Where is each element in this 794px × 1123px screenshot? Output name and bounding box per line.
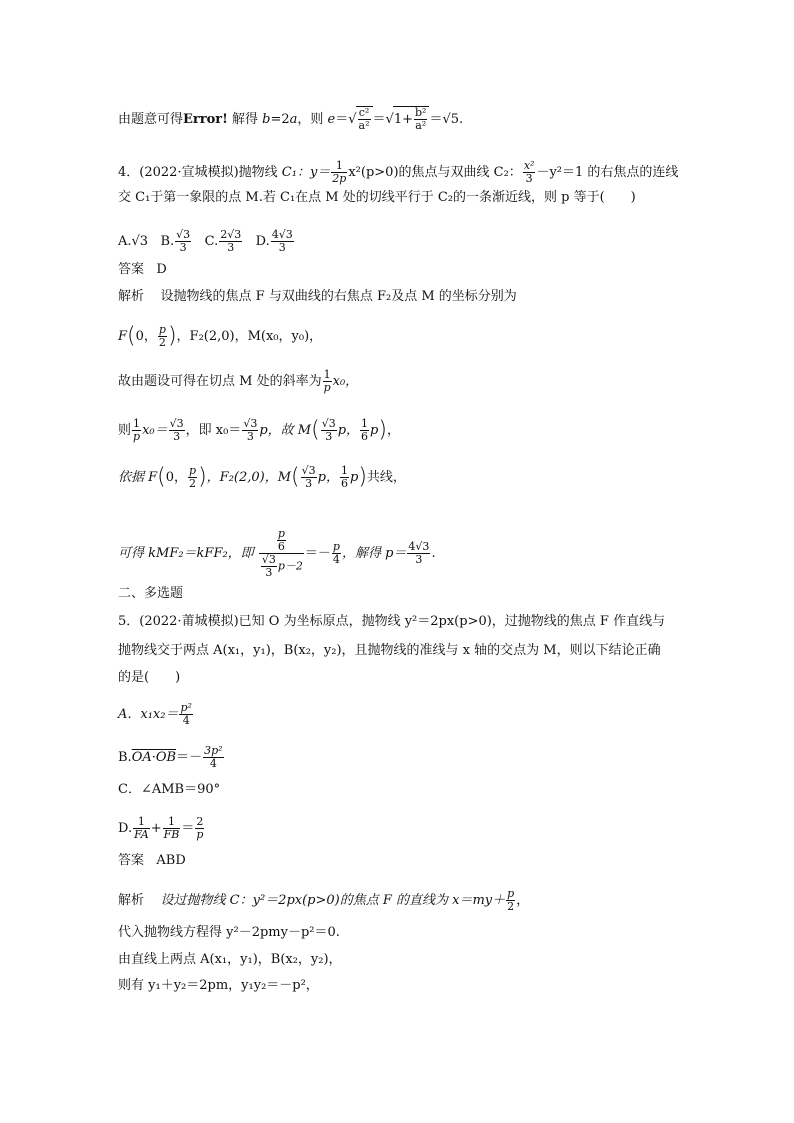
numerator: 1: [133, 417, 141, 430]
text: 由题意可得: [118, 112, 184, 127]
text: ＝－: [176, 750, 203, 765]
text: e: [327, 112, 336, 127]
denominator: 2: [189, 477, 197, 490]
question-5-answer: [118, 853, 186, 869]
text: p: [349, 470, 359, 485]
fraction: [261, 554, 277, 579]
text: 依据 F: [118, 470, 158, 485]
numerator: √3: [169, 417, 184, 430]
denominator: 3: [305, 477, 313, 490]
numerator: 3p²: [204, 744, 223, 757]
denominator: [259, 554, 304, 579]
numerator: 2√3: [220, 228, 242, 241]
text: C₁：y＝: [281, 165, 331, 180]
fraction: [523, 160, 536, 185]
text: ＝: [335, 112, 349, 127]
question-5-analysis-3: 由直线上两点 A(x₁，y₁)，B(x₂，y₂)，: [118, 952, 342, 967]
text: 设过抛物线 C：y²＝2px(p>0)的焦点 F 的直线为 x＝my＋: [160, 893, 506, 908]
option-a: A．x₁x₂＝: [118, 707, 179, 722]
numerator: √3: [261, 553, 276, 566]
fraction: [340, 465, 349, 490]
denominator: 2: [158, 336, 166, 349]
fraction: [133, 816, 150, 841]
numerator: [259, 528, 304, 554]
text: p，: [337, 423, 360, 438]
text: .: [431, 546, 436, 561]
fraction: [358, 107, 371, 132]
answer-label: 答案: [118, 262, 145, 277]
analysis-label: 解析: [118, 893, 145, 908]
text: x₀＝: [142, 423, 168, 438]
text: p－2: [277, 559, 303, 573]
text: 解得: [227, 112, 263, 127]
denominator: 6: [340, 477, 348, 490]
text: 设抛物线的焦点 F 与双曲线的右焦点 F₂及点 M 的坐标分别为: [160, 289, 517, 304]
text: 则: [118, 423, 132, 438]
numerator: x²: [523, 159, 535, 172]
fraction: [301, 465, 317, 490]
numerator: 1: [340, 464, 348, 477]
fraction: [195, 816, 204, 841]
question-4-line-1: [118, 160, 678, 185]
numerator: 4√3: [408, 540, 430, 553]
text: (2022·莆城模拟)已知 O 为坐标原点，抛物线 y²＝2px(p>0)，过抛物线的焦点 F 作直线与: [139, 614, 666, 629]
answer-value: D: [156, 262, 167, 277]
question-4-analysis-5: 依据 F(0， $\frac{p}{2}$ )，F₂(2,0)，M( $\frac{√3}{3}$ p， $\frac{1}{6}$ p)共线，: [118, 464, 406, 490]
denominator: 3: [246, 430, 254, 443]
question-4-line-2: 交 C₁于第一象限的点 M.若 C₁在点 M 处的切线平行于 C₂的一条渐近线，则 p 等于( ): [118, 190, 636, 205]
option-a: A.√3: [118, 234, 149, 249]
fraction: [321, 418, 337, 443]
denominator: a²: [415, 119, 427, 132]
numerator: p: [277, 527, 285, 540]
fraction: [331, 160, 347, 185]
fraction: [323, 369, 332, 394]
fraction: [360, 418, 369, 443]
question-5-line-3: 的是( ): [118, 670, 181, 685]
fraction: [242, 418, 258, 443]
numerator: c²: [358, 106, 370, 119]
solution-line-eccentricity: 由题意可得Error! 解得 b=2a，则 e＝√ $\frac{\text{c²}}{\text{a²}}$ ＝√1+ $\frac{\text{b²}}{\text{a²}}$ ＝√5.: [118, 106, 464, 132]
denominator: 3: [415, 553, 423, 566]
denominator: 3: [179, 241, 187, 254]
denominator: 2: [507, 900, 515, 913]
text: p，故 M: [259, 423, 312, 438]
numerator: 4√3: [271, 228, 293, 241]
text: 1+: [393, 112, 413, 127]
text: ，即 x₀＝: [185, 423, 242, 438]
text: ，: [516, 893, 530, 908]
question-4-analysis-2: F(0， $\frac{p}{2}$ )，F₂(2,0)，M(x₀，y₀)，: [118, 323, 323, 349]
denominator: FA: [134, 828, 149, 841]
question-5-option-d: [118, 816, 205, 841]
option-d: D.: [118, 821, 133, 836]
numerator: p: [507, 887, 515, 900]
denominator: 3: [227, 241, 235, 254]
denominator: 2p: [332, 172, 347, 185]
numerator: √3: [243, 417, 258, 430]
fraction: [175, 229, 191, 254]
question-4-analysis-3: [118, 369, 358, 394]
section-heading: 二、多选题: [118, 586, 184, 601]
question-4-analysis-1: [118, 289, 517, 305]
denominator: FB: [163, 828, 180, 841]
question-number: 4．: [118, 165, 140, 180]
fraction: [132, 418, 141, 443]
text: ＝: [372, 112, 386, 127]
denominator: 3: [265, 566, 273, 579]
analysis-label: 解析: [118, 289, 145, 304]
text: ＝√5.: [429, 112, 464, 127]
text: p，: [317, 470, 339, 485]
numerator: √3: [176, 228, 191, 241]
question-5-analysis-4: 则有 y₁＋y₂＝2pm，y₁y₂＝－p²，: [118, 978, 319, 993]
text: ，F₂(2,0)，M(x₀，y₀)，: [176, 329, 323, 344]
denominator: p: [133, 430, 141, 443]
text: x₀，: [332, 374, 359, 389]
text: +: [150, 821, 162, 836]
denominator: 3: [278, 241, 286, 254]
fraction: [163, 816, 181, 841]
fraction: [332, 541, 341, 566]
fraction: [414, 107, 427, 132]
text: ＝: [181, 821, 195, 836]
fraction: [277, 528, 286, 553]
option-d: D.: [255, 234, 270, 249]
fraction: [203, 745, 223, 770]
text: (2022·宣城模拟)抛物线: [139, 165, 282, 180]
numerator: p²: [180, 701, 192, 714]
numerator: √3: [301, 464, 316, 477]
text: ，解得 p＝: [341, 546, 407, 561]
numerator: √3: [321, 417, 336, 430]
denominator: 6: [361, 430, 369, 443]
question-5-line-2: 抛物线交于两点 A(x₁，y₁)，B(x₂，y₂)，且抛物线的准线与 x 轴的交点为 M，则以下结论正确: [118, 643, 661, 658]
question-5-analysis-1: [118, 888, 529, 913]
denominator: 6: [277, 540, 285, 553]
numerator: 1: [163, 816, 181, 829]
option-b: B.: [160, 234, 175, 249]
error-text: Error!: [183, 112, 228, 127]
question-5-option-c: C．∠AMB＝90°: [118, 782, 221, 797]
denominator: 4: [209, 757, 217, 770]
text: ，则: [297, 112, 328, 127]
text: x²(p>0)的焦点与双曲线 C₂：: [348, 165, 522, 180]
numerator: p: [332, 540, 340, 553]
fraction: [158, 324, 167, 349]
numerator: 1: [361, 417, 369, 430]
text: a: [289, 112, 298, 127]
denominator: 3: [173, 430, 181, 443]
question-5-option-b: [118, 745, 225, 770]
question-4-analysis-6: [118, 528, 436, 579]
question-4-analysis-4: 则 $\frac{1}{p}$ x₀＝ $\frac{√3}{3}$ ，即 x₀＝ $\frac{√3}{3}$ p，故 M( $\frac{√3}{3}$ p， $\frac{1}{6}$ p)，: [118, 417, 400, 443]
denominator: p: [196, 828, 204, 841]
option-c: C.: [204, 234, 219, 249]
text: ＝－: [304, 546, 331, 561]
answer-value: ABD: [156, 853, 186, 868]
denominator: 3: [525, 172, 533, 185]
numerator: p: [158, 323, 166, 336]
fraction: [407, 541, 430, 566]
text: 共线，: [366, 470, 406, 485]
text: p: [370, 423, 379, 438]
denominator: 4: [332, 553, 340, 566]
fraction: [179, 702, 192, 727]
option-b: B.: [118, 750, 132, 765]
fraction: [506, 888, 515, 913]
numerator: b²: [415, 106, 427, 119]
fraction: [219, 229, 242, 254]
vector-product: OA·OB: [131, 750, 177, 765]
text: 可得 kMF₂＝kFF₂，即: [118, 546, 254, 561]
numerator: 1: [331, 160, 347, 173]
denominator: 3: [325, 430, 333, 443]
text: 故由题设可得在切点 M 处的斜率为: [118, 374, 322, 389]
compound-fraction: [259, 528, 304, 579]
question-number: 5．: [118, 614, 140, 629]
numerator: 1: [133, 816, 150, 829]
denominator: 4: [182, 714, 190, 727]
question-4-answer: [118, 262, 167, 278]
numerator: p: [189, 464, 197, 477]
fraction: [188, 465, 197, 490]
numerator: 2: [196, 815, 204, 828]
text: b: [262, 112, 271, 127]
question-5-analysis-2: 代入抛物线方程得 y²－2pmy－p²＝0.: [118, 925, 340, 940]
denominator: a²: [358, 119, 370, 132]
fraction: [271, 229, 294, 254]
answer-label: 答案: [118, 853, 145, 868]
text: =2: [270, 112, 290, 127]
question-5-line-1: [118, 614, 665, 630]
text: ，F₂(2,0)，M: [206, 470, 292, 485]
question-4-options: [118, 229, 295, 254]
fraction: [169, 418, 185, 443]
question-5-option-a: [118, 702, 194, 727]
numerator: 1: [323, 368, 331, 381]
denominator: p: [323, 381, 331, 394]
text: F: [118, 329, 128, 344]
text: ，: [386, 423, 400, 438]
text: －y²＝1 的右焦点的连线: [536, 165, 679, 180]
